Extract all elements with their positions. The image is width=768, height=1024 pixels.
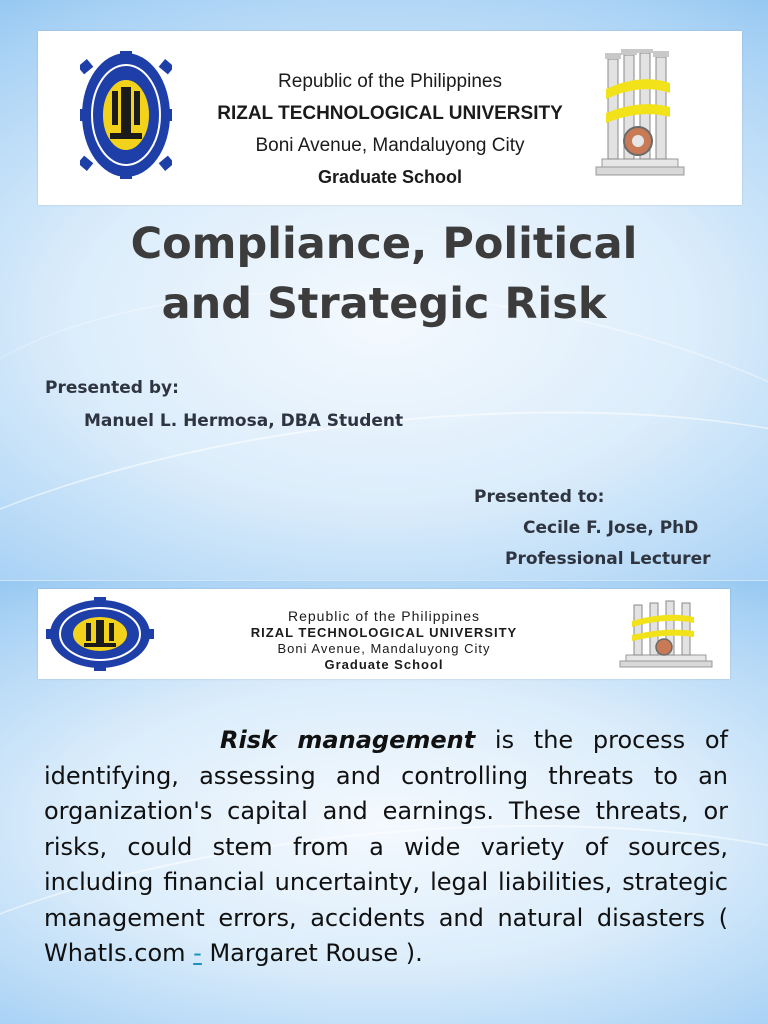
slide-title-line2: and Strategic Risk (161, 279, 607, 329)
banner-university-name: RIZAL TECHNOLOGICAL UNIVERSITY (250, 625, 518, 640)
recipient-role: Professional Lecturer (505, 549, 711, 569)
banner-school-line: Graduate School (324, 657, 444, 672)
risk-management-definition (44, 723, 728, 972)
banner-university-name: RIZAL TECHNOLOGICAL UNIVERSITY (217, 103, 563, 124)
recipient-name: Cecile F. Jose, PhD (523, 518, 699, 538)
banner-address-line: Boni Avenue, Mandaluyong City (277, 641, 491, 656)
pillars-gear-logo-icon (616, 599, 716, 669)
banner-country-line: Republic of the Philippines (278, 71, 502, 92)
banner-school-line: Graduate School (317, 167, 463, 187)
presenter-name: Manuel L. Hermosa, DBA Student (84, 411, 404, 431)
presented-by-label: Presented by: (45, 378, 179, 398)
definition-term: Risk management (220, 726, 476, 754)
pillars-gear-logo-icon (592, 49, 688, 181)
presented-to-label: Presented to: (474, 487, 605, 507)
source-link[interactable]: - (193, 939, 202, 967)
banner-address-line: Boni Avenue, Mandaluyong City (255, 135, 525, 156)
university-header-banner (38, 589, 730, 679)
definition-slide (0, 581, 768, 1024)
definition-text: is the process of identifying, assessing and controlling threats to an organization's capital and earnings. These threats, or risks, could stem from a wide variety of sources, including financial uncertainty, legal liabilities, strategic management errors, accidents and natural disasters ( WhatIs.com (44, 726, 728, 967)
definition-author: Margaret Rouse ). (201, 939, 423, 967)
slide-title-line1: Compliance, Political (130, 219, 638, 269)
university-header-banner (38, 31, 742, 205)
banner-country-line: Republic of the Philippines (288, 608, 480, 624)
